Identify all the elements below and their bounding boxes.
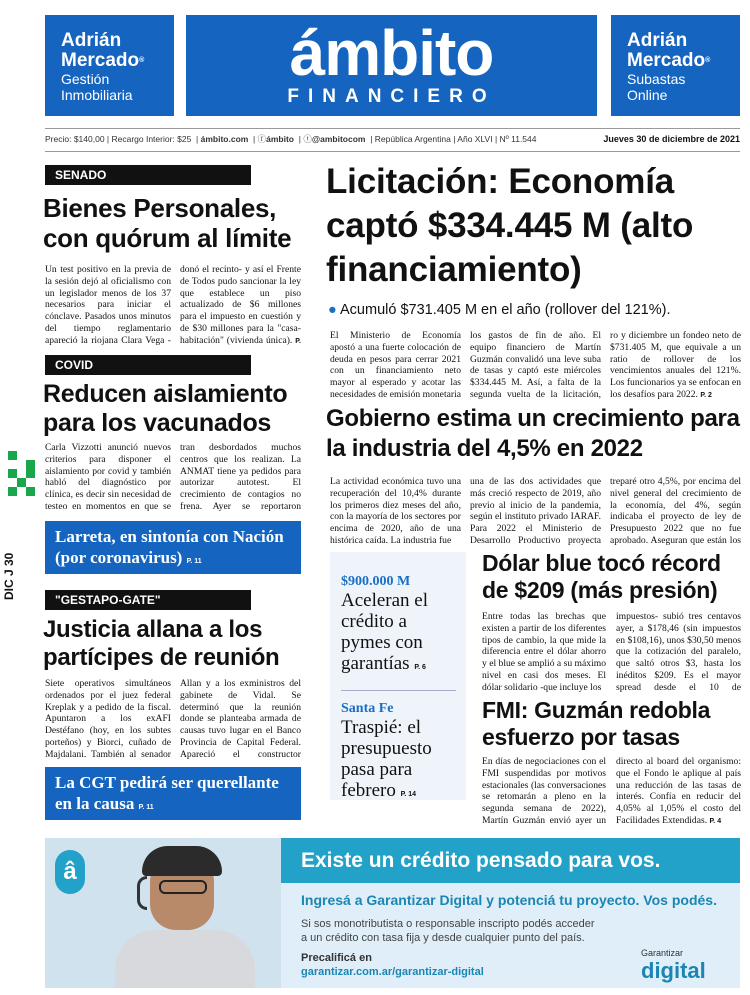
article-text: En días de negociaciones con el FMI suspendidas por motivos estacionales (las conversaciones se retomarán a pleno en la segunda semana de 2022), Martín Guzmán envió ayer un	[482, 756, 606, 826]
garantizar-logo-icon: â	[55, 850, 85, 894]
article-text: Allan y a los exministros del gabinete de Vidal. Se determinó que la reunión donde se planteaba armada de causas tuvo lugar en el Banco Provincia de Capital Federal. Apareció el constructor	[180, 678, 301, 760]
ad-line: Gestión	[61, 71, 110, 87]
ad-line: Adrián	[61, 30, 122, 51]
headset-icon	[137, 876, 147, 910]
article-text: Carla Vizzotti anunció nuevos criterios para disponer el aislamiento por covid y también habló del diagnóstico por clínica, es decir sin necesidad de testeo en momentos en que se	[45, 442, 171, 512]
page-ref: P. 2	[700, 391, 712, 399]
side-item-santafe[interactable]	[330, 691, 466, 805]
side-amount: $900.000 M	[341, 574, 411, 589]
headline-industria[interactable]: Gobierno estima un crecimiento para la industria del 4,5% en 2022	[326, 405, 740, 462]
page-ref: P. 6	[414, 664, 426, 671]
kicker-gestapo: "GESTAPO-GATE"	[45, 590, 251, 610]
brand-logo: digital	[641, 958, 706, 983]
masthead-title: ámbito	[289, 17, 494, 89]
main-subheadline: ● Acumuló $731.405 M en el año (rollover del 121%).	[328, 302, 671, 318]
bullet-icon: ●	[328, 302, 337, 318]
ad-subastas-online[interactable]	[611, 15, 740, 116]
website: ámbito.com	[200, 134, 249, 144]
green-square-icon	[26, 460, 35, 469]
country-info: República Argentina | Año XLVI | Nº 11.544	[374, 134, 537, 144]
person-shirt-icon	[115, 930, 255, 988]
box-text: Larreta, en sintonía con Nación (por coronavirus)	[55, 527, 284, 567]
ad-cta: Precalificá en	[301, 952, 372, 964]
headline-justicia-allana[interactable]: Justicia allana a los partícipes de reunión	[43, 616, 280, 671]
price-info: Precio: $140,00 | Recargo Interior: $25	[45, 134, 192, 144]
article-text: una de las dos actividades que más creció respecto de 2019, año previo al inicio de la pandemia, según el instituto privado IARAF. Para 2022 el Ministerio de Desarrollo Productivo proyecta	[470, 476, 601, 546]
ad-line: Mercado	[627, 50, 706, 71]
blue-box-larreta[interactable]	[45, 521, 301, 574]
main-headline[interactable]: Licitación: Economía captó $334.445 M (alto financiamiento)	[326, 162, 694, 289]
ad-headline: Existe un crédito pensado para vos.	[281, 838, 740, 883]
article-text: impuestos- subió tres centavos ayer, a $178,46 (sin impuestos en $108,16), unos $30,50 menos que la cotización del paralelo, que saltó otros $3, hasta los inéditos $209. Es el mayor spread desde el 10 de	[616, 611, 741, 693]
side-text: Traspié: el presupuesto pasa para febrero P. 14	[341, 717, 432, 801]
green-square-icon	[26, 469, 35, 478]
masthead-subtitle: FINANCIERO	[287, 86, 496, 107]
side-box	[330, 552, 466, 800]
side-kicker: Santa Fe	[341, 701, 394, 716]
green-square-icon	[26, 487, 35, 496]
article-text: los gastos de fin de año. El equipo financiero de Martín Guzmán convalidó una leve suba de tasas y captó este miércoles $334.445 M. Así, a falta de la segunda vuelta de la licitación,	[470, 330, 601, 400]
registered-mark: ®	[705, 57, 711, 64]
box-text: La CGT pedirá ser querellante en la causa	[55, 773, 279, 813]
green-square-icon	[8, 487, 17, 496]
white-square-icon	[17, 460, 26, 469]
twitter-icon: ⓣ	[303, 134, 312, 144]
twitter-handle: @ambitocom	[311, 134, 366, 144]
side-text: Aceleran el crédito a pymes con garantías P. 6	[341, 590, 429, 674]
page-ref: P. 11	[186, 558, 202, 565]
facebook-icon: ⓕ	[257, 134, 267, 144]
ad-line: Inmobiliaria	[61, 87, 133, 103]
kicker-covid: COVID	[45, 355, 251, 375]
ad-photo	[45, 838, 281, 988]
ad-body: Si sos monotributista o responsable inscripto podés acceder a un crédito con tasa fija y desde cualquier punto del país.	[301, 918, 595, 944]
headline-bienes-personales[interactable]: Bienes Personales, con quórum al límite	[43, 193, 292, 253]
side-item-credito[interactable]	[330, 552, 466, 678]
kicker-senado: SENADO	[45, 165, 251, 185]
headline-dolar-blue[interactable]: Dólar blue tocó récord de $209 (más presión)	[482, 550, 721, 603]
ad-url-link[interactable]: garantizar.com.ar/garantizar-digital	[301, 966, 484, 978]
article-text: El Ministerio de Economía apostó a una fuerte colocación de deuda en pesos para cerrar 2021 con un financiamiento neto mayor al esperado y acotar las necesidades de emisión monetaria	[330, 330, 461, 400]
article-text: tran desbordados muchos centros que los realizan. La ANMAT tiene ya pedidos para autorizar autotest. El crecimiento de contagios no frena. Ayer se reportaron	[180, 442, 301, 512]
page-ref: P. 14	[400, 791, 417, 798]
article-text: ro y diciembre un fondeo neto de $731.405 M, que equivale a un ratio de rollover de los vencimientos anuales del 121%. Los funcionarios ya se enfocan en los desafíos para 2022. P. 2	[610, 330, 741, 400]
glasses-icon	[159, 880, 207, 894]
ad-garantizar[interactable]	[45, 838, 740, 988]
article-text: Siete operativos simultáneos ordenados por el juez federal Kreplak y a pedido de la fiscal. Apuntaron a los exAFI Destéfano (hoy, en los subtes porteños) y Biorci, cuñado de Majdalani. También al senador	[45, 678, 171, 760]
article-text: Entre todas las brechas que existen a partir de los diferentes tipos de cambio, la que mide la diferencia entre el dólar ahorro y el blue se amplió a su máximo nivel en casi dos meses. El dólar solidario -que incluye los	[482, 611, 606, 693]
brand-small: Garantizar	[641, 948, 684, 958]
facebook-handle: ámbito	[266, 134, 295, 144]
ad-line: Mercado	[61, 50, 140, 71]
headline-fmi[interactable]: FMI: Guzmán redobla esfuerzo por tasas	[482, 697, 711, 750]
article-text: treparé otro 4,5%, por encima del nivel general del crecimiento de la economía, del 4%, según indicaba el proyecto de ley de Presupuesto 2022 que no fue aprobado. Aseguran que están los	[610, 476, 741, 546]
green-square-icon	[8, 451, 17, 460]
side-date: DIC J 30	[2, 552, 16, 600]
article-text: Un test positivo en la previa de la sesión dejó al oficialismo con un legislador menos de los 37 necesarios para iniciar el cónclave. Pasados unos minutos del tiempo reglamentario apareció la riojana Clara Vega -	[45, 264, 171, 346]
headline-reducen-aislamiento[interactable]: Reducen aislamiento para los vacunados	[43, 380, 288, 437]
article-text: La actividad económica tuvo una recuperación del 10,4% durante los primeros diez meses del año, con la mayoría de los sectores por encima de 2020, año de una histórica caída. La industria fue	[330, 476, 461, 546]
ad-line: Online	[627, 87, 668, 103]
article-text: donó el recinto- y así el Frente de Todos pudo sancionar la ley que establece un piso actualizado de $6 millones para el impuesto en cuestión y de $30 millones para la "casa-habitación" (vivienda única). P.	[180, 264, 301, 346]
page-ref: P.	[295, 337, 301, 345]
issue-date: Jueves 30 de diciembre de 2021	[603, 134, 740, 144]
green-square-icon	[17, 478, 26, 487]
masthead	[186, 15, 597, 116]
green-square-icon	[8, 469, 17, 478]
ad-subheadline: Ingresá a Garantizar Digital y potenciá tu proyecto. Vos podés.	[301, 892, 717, 908]
ad-line: Adrián	[627, 30, 688, 51]
ad-gestion-inmobiliaria[interactable]	[45, 15, 174, 116]
issue-info: Precio: $140,00 | Recargo Interior: $25 | ámbito.com | ⓕámbito | ⓣ@ambitocom | República Argentina | Año XLVI | Nº 11.544	[45, 134, 537, 144]
blue-box-cgt[interactable]	[45, 767, 301, 820]
article-text: directo al board del organismo: que el Fondo le aplique al país una reducción de las tasas de interés. Confía en reducir del 4,05% al 1,05% el costo del Facilidades Extendidas. P. 4	[616, 756, 741, 826]
registered-mark: ®	[139, 57, 145, 64]
page-ref: P. 4	[709, 817, 722, 825]
ad-line: Subastas	[627, 71, 686, 87]
page-ref: P. 11	[138, 804, 154, 811]
person-hair-icon	[142, 846, 222, 876]
